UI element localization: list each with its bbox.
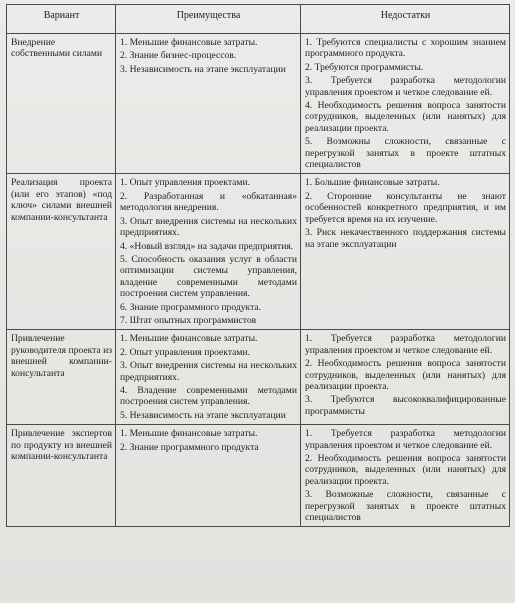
disadvantages-cell	[301, 330, 510, 425]
table-row	[7, 330, 510, 425]
variant-cell: Привлечение экспертов по продукту из внешней компании-консультанта	[7, 425, 116, 527]
advantage-item: 3. Опыт внедрения системы на нескольких предприятиях.	[120, 360, 297, 383]
variant-cell: Привлечение руководителя проекта из внешней компании-консультанта	[7, 330, 116, 425]
disadvantage-item: 2. Необходимость решения вопроса занятости сотрудников, выделенных (или нанятых) для реализации проекта.	[305, 358, 506, 392]
variant-cell: Внедрение собственными силами	[7, 34, 116, 174]
advantage-item: 3. Опыт внедрения системы на нескольких предприятиях.	[120, 215, 297, 239]
disadvantage-item: 5. Возможны сложности, связанные с перегрузкой занятых в проекте штатных специалистов	[305, 136, 506, 171]
advantage-item: 1. Меньшие финансовые затраты.	[120, 37, 258, 48]
variant-cell: Реализация проекта (или его этапов) «под ключ» силами внешней компании-консультанта	[7, 174, 116, 330]
header-variant: Вариант	[7, 5, 116, 34]
table-row	[7, 174, 510, 330]
advantages-cell	[116, 34, 301, 174]
advantages-cell	[116, 330, 301, 425]
disadvantage-item: 4. Необходимость решения вопроса занятости сотрудников, выделенных (или нанятых) для реализации проекта.	[305, 100, 506, 134]
advantage-item: 1. Меньшие финансовые затраты.	[120, 428, 258, 440]
disadvantage-item: 3. Возможные сложности, связанные с перегрузкой занятых в проекте штатных специалистов	[305, 489, 506, 524]
advantages-cell	[116, 174, 301, 330]
advantage-item: 2. Знание программного продукта	[120, 441, 259, 453]
advantage-item: 3. Независимость на этапе эксплуатации	[120, 63, 286, 75]
advantage-item: 5. Независимость на этапе эксплуатации	[120, 409, 286, 421]
disadvantage-item: 1. Требуются специалисты с хорошим знанием программного продукта.	[305, 37, 506, 60]
table-row	[7, 34, 510, 174]
disadvantage-item: 2. Сторонние консультанты не знают особенностей конкретного предприятия, и им требуется время на их изучение.	[305, 190, 506, 225]
table-row	[7, 425, 510, 527]
advantage-item: 7. Штат опытных программистов	[120, 314, 257, 326]
disadvantage-item: 1. Требуется разработка методологии управления проектом и четкое следование ей.	[305, 428, 506, 451]
header-disadvantages: Недостатки	[301, 5, 510, 34]
advantage-item: 5. Способность оказания услуг в области оптимизации системы управления, владение современными методами построения систем управления.	[120, 253, 297, 300]
advantage-item: 2. Разработанная и «обкатанная» методология внедрения.	[120, 190, 297, 214]
disadvantage-item: 3. Риск некачественного поддержания системы на этапе эксплуатации	[305, 227, 506, 250]
advantage-item: 6. Знание программного продукта.	[120, 301, 262, 313]
disadvantage-item: 2. Необходимость решения вопроса занятости сотрудников, выделенных (или нанятых) для реализации проекта.	[305, 453, 506, 487]
comparison-table	[6, 4, 510, 527]
table-header-row	[7, 5, 510, 34]
advantage-item: 2. Опыт управления проектами.	[120, 346, 251, 358]
disadvantages-cell	[301, 174, 510, 330]
advantage-item: 4. «Новый взгляд» на задачи предприятия.	[120, 240, 294, 252]
disadvantage-item: 3. Требуется разработка методологии управления проектом и четкое следование ей.	[305, 75, 506, 98]
disadvantage-item: 3. Требуются высококвалифицированные программисты	[305, 394, 506, 417]
header-advantages: Преимущества	[116, 5, 301, 34]
disadvantage-item: 1. Большие финансовые затраты.	[305, 177, 440, 189]
disadvantage-item: 2. Требуются программисты.	[305, 61, 424, 73]
advantages-cell	[116, 425, 301, 527]
advantage-item: 4. Владение современными методами построения систем управления.	[120, 384, 297, 408]
advantage-item: 1. Меньшие финансовые затраты.	[120, 333, 258, 345]
advantage-item: 1. Опыт управления проектами.	[120, 177, 251, 189]
advantage-item: 2. Знание бизнес-процессов.	[120, 50, 237, 62]
disadvantage-item: 1. Требуется разработка методологии управления проектом и четкое следование ей.	[305, 333, 506, 356]
disadvantages-cell	[301, 34, 510, 174]
disadvantages-cell	[301, 425, 510, 527]
